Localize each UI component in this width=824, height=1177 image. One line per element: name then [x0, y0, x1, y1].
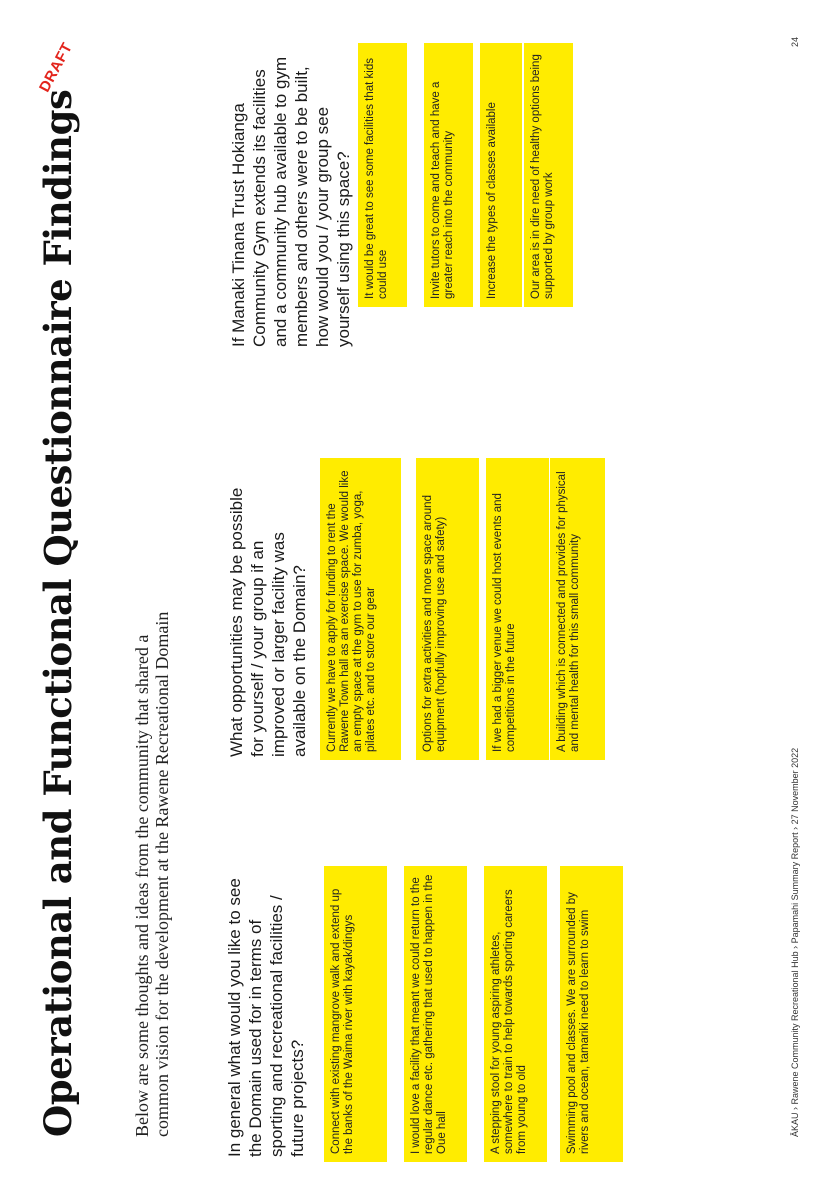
question-2: What opportunities may be possible for yourself / your group if an improved or larger facility was available on the Domain? [227, 487, 309, 757]
answer-card: I would love a facility that meant we could return to the regular dance etc. gathering that used to happen in the Oue hall [404, 866, 467, 1162]
answer-card: Increase the types of classes available [480, 43, 522, 307]
answer-card: It would be great to see some facilities that kids could use [358, 43, 407, 307]
intro-text [132, 537, 172, 1137]
answer-card: If we had a bigger venue we could host events and competitions in the future [486, 458, 549, 760]
answer-card: Currently we have to apply for funding to rent the Rawene Town hall as an exercise space. We would like an empty space at the gym to use for zumba, yoga, pilates etc. and to store our gear [320, 458, 401, 760]
answer-card: Invite tutors to come and teach and have a greater reach into the community [424, 43, 473, 307]
answer-card: A stepping stool for young aspiring athletes, somewhere to train to help towards sporting careers from young to old [484, 866, 547, 1162]
draft-stamp: DRAFT [36, 39, 77, 95]
intro-line-2: common vision for the development at the Rawene Recreational Domain [152, 611, 172, 1137]
answer-card: Our area is in dire need of healthy options being supported by group work [524, 43, 573, 307]
footer-text: ĀKAU › Rawene Community Recreational Hub › Papamahi Summary Report › 27 November 2022 [790, 747, 800, 1137]
answer-card: Connect with existing mangrove walk and extend up the banks of the Waima river with kayak/dingys [324, 866, 387, 1162]
answer-card: Options for extra activities and more space around equipment (hopfully improving use and safety) [416, 458, 479, 760]
page-title: Operational and Functional Questionnaire Findings [36, 89, 80, 1137]
question-3: If Manaki Tinana Trust Hokianga Community Gym extends its facilities and a community hub available to gym members and others were to be built, how would you / your group see yourself using this space? [229, 56, 353, 347]
answer-card: Swimming pool and classes. We are surrounded by rivers and ocean, tamariki need to learn to swim [560, 866, 623, 1162]
question-1: In general what would you like to see the Domain used for in terms of sporting and recreational facilities / future projects? [225, 878, 307, 1157]
intro-line-1: Below are some thoughts and ideas from the community that shared a [132, 634, 152, 1137]
page-number: 24 [790, 36, 800, 47]
answer-card: A building which is connected and provides for physical and mental health for this small community [550, 458, 605, 760]
